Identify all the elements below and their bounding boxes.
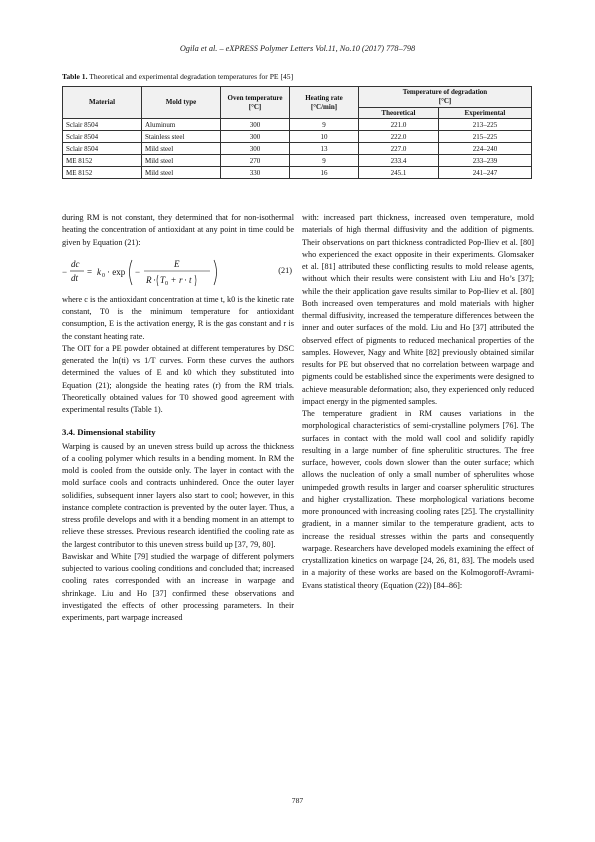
paragraph: with: increased part thickness, increased oven temperature, mold materials of high thermal diffusivity and the addition of pigments. Their observations on part thickness contradicted Pop-Iliev et al. [80] who experienced the exact opposite in their experiments. Glomsaker et al. [81] attributed these conflicting results to mold release agents, without which their results were consistent with Liu and Ho’s [37]; while the their application gave results similar to Pop-Iliev et al. [80] Both increased oven temperatures and mold materials with higher thermal diffusivity, increased the temperature differences between the inner and outer surfaces of the mold. Liu and Ho [37] attributed the observed effect of pigments to reduced mechanical properties of the samples. However, Nagy and White [82] previously obtained similar results for PE but observed that no correlation between warpage and pigments could be established since the experiments were designed to achieve measurable deformation; also, they experienced only reduced impact energy in the pigmented samples. — [302, 213, 534, 406]
cell-theoretical: 221.0 — [359, 119, 439, 131]
section-heading: 3.4. Dimensional stability — [62, 427, 156, 438]
cell-oven-temperature: 300 — [221, 131, 290, 143]
cell-oven-temperature: 270 — [221, 155, 290, 167]
table-caption — [62, 72, 542, 81]
svg-text:0: 0 — [102, 272, 105, 279]
svg-text:+: + — [171, 274, 177, 285]
header-degradation: Temperature of degradation [°C] — [359, 87, 532, 108]
running-header: Ogila et al. – eXPRESS Polymer Letters Vol.11, No.10 (2017) 778–798 — [179, 44, 416, 53]
svg-text:r: r — [179, 274, 183, 285]
cell-experimental: 213–225 — [438, 119, 531, 131]
paragraph: Warping is caused by an uneven stress build up across the thickness of a cooling polymer which results in a bending moment. In RM the mold is cooled from the outside only. The layer in contact with the mold surface cools and contracts unhindered. Once the outer layer solidifies, subsequent inner layers also start to cool; however, in this instance complete contraction is prevented by the outer layer. Thus, a stress profile develops and with it a bending moment in an attempt to relieve these stresses. Previous research identified the cooling rate as the largest contributor to this uneven stress build up [37, 79, 80]. — [62, 441, 294, 549]
cell-theoretical: 233.4 — [359, 155, 439, 167]
cell-heating-rate: 9 — [290, 119, 359, 131]
page-number: 787 — [291, 796, 304, 805]
svg-text:−: − — [135, 266, 141, 277]
header-oven-temperature: Oven temperature [°C] — [221, 87, 290, 119]
cell-heating-rate: 9 — [290, 155, 359, 167]
table-row — [63, 155, 532, 167]
svg-text:k: k — [97, 266, 101, 277]
svg-text:R: R — [146, 274, 152, 285]
cell-material: ME 8152 — [63, 155, 142, 167]
header-heating-rate: Heating rate [°C/min] — [290, 87, 359, 119]
table-caption-text: Theoretical and experimental degradation temperatures for PE [45] — [89, 72, 294, 81]
cell-heating-rate: 10 — [290, 131, 359, 143]
table-row — [63, 131, 532, 143]
svg-text:dc: dc — [71, 258, 80, 269]
left-column — [62, 212, 294, 624]
cell-mold-type: Aluminum — [142, 119, 221, 131]
equation-graphic — [62, 252, 262, 292]
table-row — [63, 167, 532, 179]
cell-theoretical: 222.0 — [359, 131, 439, 143]
cell-experimental: 215–225 — [438, 131, 531, 143]
cell-mold-type: Stainless steel — [142, 131, 221, 143]
cell-material: Sclair 8504 — [63, 131, 142, 143]
header-theoretical: Theoretical — [359, 107, 439, 119]
cell-mold-type: Mild steel — [142, 167, 221, 179]
cell-oven-temperature: 330 — [221, 167, 290, 179]
cell-experimental: 233–239 — [438, 155, 531, 167]
svg-text:·: · — [153, 274, 156, 285]
svg-text:· exp: · exp — [107, 266, 126, 277]
paragraph: where c is the antioxidant concentration at time t, k0 is the kinetic rate constant, T0 is the minimum temperature for antioxidant consumption, E is the activation energy, R is the gas constant and r is the constant heating rate. — [62, 294, 294, 341]
table-label: Table 1. — [62, 72, 88, 81]
table-row — [63, 143, 532, 155]
header-experimental: Experimental — [438, 107, 531, 119]
cell-experimental: 224–240 — [438, 143, 531, 155]
paragraph: The OIT for a PE powder obtained at different temperatures by DSC generated the ln(ti) vs 1/T curves. Form these curves the authors determined the values of E and k0 which they substituted into Equation (21); alongside the heating rates (r) from the RM trials. Theoretically obtained values for T0 showed good agreement with experimental results (Table 1). — [62, 343, 294, 414]
paragraph: The temperature gradient in RM causes variations in the morphological characteristics of semi-crystalline polymers [76]. The surfaces in contact with the mold wall cool and solidify rapidly resulting in a large number of fine spherulitic structures. The free surface, however, cools down slower than the outer surface; which allows the nucleation of only a small number of spherulites whose unimpeded growth results in larger and coarser spherulitic structures and higher crystallization. These morphological variations become more pronounced with increasing cooling rates [25]. The crystallinity gradient, in a manner similar to the temperature gradient, acts to increase the residual stresses within the parts and consequently warpage. Researchers have developed models examining the effect of crystallization kinetics on warpage [24, 26, 81, 83]. The models used in a majority of these works are based on the Kolmogoroff-Avrami-Evans statistical theory (Equation (22)) [84–86]: — [302, 409, 534, 590]
table-row — [63, 119, 532, 131]
svg-text:·: · — [184, 274, 187, 285]
cell-experimental: 241–247 — [438, 167, 531, 179]
cell-heating-rate: 13 — [290, 143, 359, 155]
paragraph: Bawiskar and White [79] studied the warpage of different polymers subjected to various cooling conditions and concluded that; increased cooling rates corresponded with an increase in warpage and shrinkage. Liu and Ho [37] confirmed these observations and investigated the effects of other processing parameters. In their experiments, part warpage increased — [62, 551, 294, 622]
svg-text:t: t — [189, 274, 192, 285]
cell-theoretical: 227.0 — [359, 143, 439, 155]
cell-oven-temperature: 300 — [221, 119, 290, 131]
cell-material: Sclair 8504 — [63, 119, 142, 131]
svg-text:0: 0 — [165, 280, 168, 287]
header-material: Material — [63, 87, 142, 119]
svg-text:dt: dt — [71, 272, 79, 283]
svg-text:=: = — [87, 266, 93, 277]
paragraph: during RM is not constant, they determined that for non-isothermal heating the concentration of antioxidant at any point in time could be given by Equation (21): — [62, 213, 294, 247]
equation-21 — [62, 252, 294, 292]
cell-theoretical: 245.1 — [359, 167, 439, 179]
svg-text:E: E — [174, 258, 180, 269]
cell-material: Sclair 8504 — [63, 143, 142, 155]
degradation-table — [62, 86, 532, 179]
header-mold-type: Mold type — [142, 87, 221, 119]
equation-number: (21) — [278, 265, 292, 275]
right-column — [302, 212, 534, 592]
svg-text:T: T — [160, 274, 166, 285]
cell-oven-temperature: 300 — [221, 143, 290, 155]
svg-text:−: − — [62, 266, 68, 277]
cell-heating-rate: 16 — [290, 167, 359, 179]
cell-mold-type: Mild steel — [142, 155, 221, 167]
cell-mold-type: Mild steel — [142, 143, 221, 155]
cell-material: ME 8152 — [63, 167, 142, 179]
